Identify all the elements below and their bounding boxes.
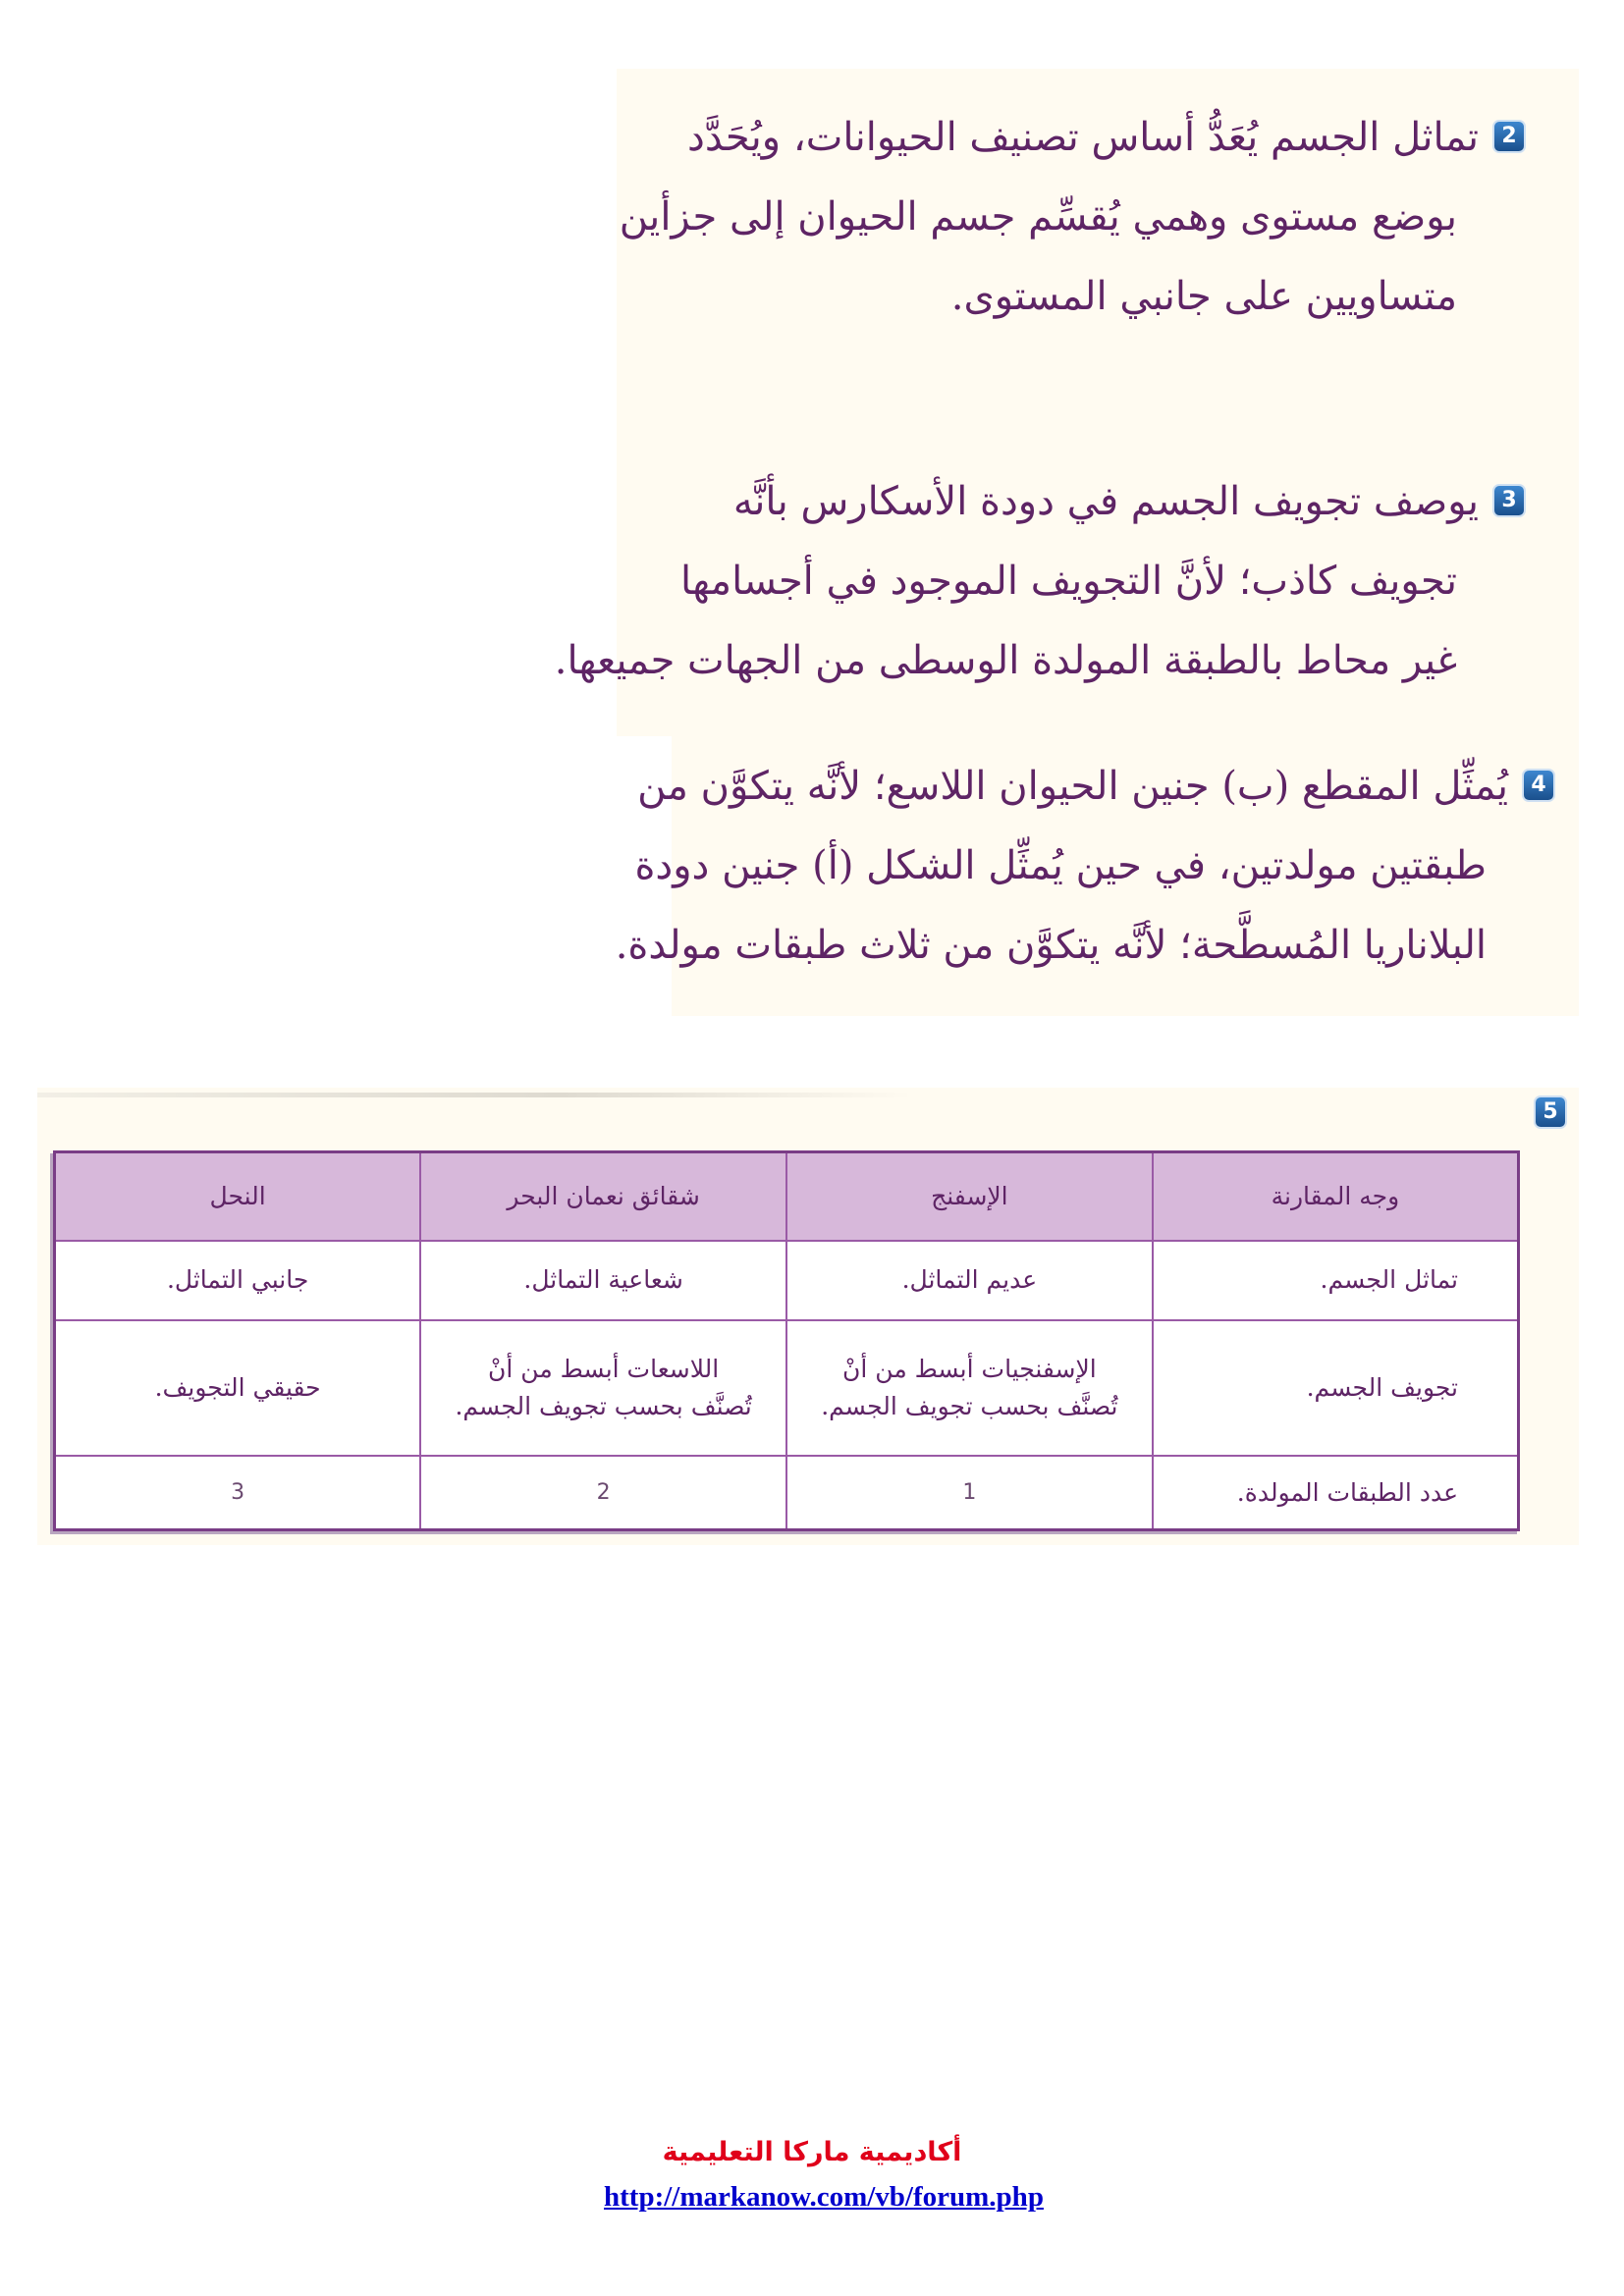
answer-4-line-3: البلاناريا المُسطَّحة؛ لأنَّه يتكوَّن من ثلاث طبقات مولدة. <box>615 923 1487 968</box>
table-row <box>55 1456 1519 1529</box>
table-cell: حقيقي التجويف. <box>55 1320 421 1456</box>
answer-3-line-1: 3يوصف تجويف الجسم في دودة الأسكارس بأنَّه <box>555 462 1524 542</box>
answer-3-line-2: تجويف كاذب؛ لأنَّ التجويف الموجود في أجسامها <box>680 559 1457 604</box>
table-cell: 1 <box>786 1456 1153 1529</box>
header-comparison-aspect: وجه المقارنة <box>1153 1152 1519 1241</box>
table-cell: شعاعية التماثل. <box>420 1241 786 1320</box>
table-cell: تماثل الجسم. <box>1153 1241 1519 1320</box>
cell-line: الإسفنجيات أبسط من أنْ <box>842 1355 1097 1384</box>
cell-line: تُصنَّف بحسب تجويف الجسم. <box>455 1392 752 1421</box>
header-sea-anemone: شقائق نعمان البحر <box>420 1152 786 1241</box>
table-cell <box>420 1320 786 1456</box>
answer-2 <box>620 98 1524 337</box>
answer-3-number-badge: 3 <box>1494 486 1524 515</box>
table-row <box>55 1320 1519 1456</box>
table-header-row <box>55 1152 1519 1241</box>
cell-line: اللاسعات أبسط من أنْ <box>488 1355 720 1384</box>
footer-academy-title: أكاديمية ماركا التعليمية <box>662 2137 962 2167</box>
table-cell: 3 <box>55 1456 421 1529</box>
answer-2-line-1: 2تماثل الجسم يُعَدُّ أساس تصنيف الحيوانات، ويُحَدَّد <box>620 98 1524 178</box>
answer-4-number-badge: 4 <box>1524 771 1553 800</box>
table-cell: تجويف الجسم. <box>1153 1320 1519 1456</box>
table-cell: جانبي التماثل. <box>55 1241 421 1320</box>
table-cell: عديم التماثل. <box>786 1241 1153 1320</box>
answer-2-number-badge: 2 <box>1494 122 1524 151</box>
answer-4-line-2: طبقتين مولدتين، في حين يُمثِّل الشكل (أ) جنين دودة <box>634 843 1487 888</box>
answer-3-line-3: غير محاط بالطبقة المولدة الوسطى من الجهات جميعها. <box>554 638 1457 683</box>
section-divider <box>37 1093 911 1097</box>
table-cell: 2 <box>420 1456 786 1529</box>
header-bee: النحل <box>55 1152 421 1241</box>
question-5-number-badge: 5 <box>1536 1097 1565 1127</box>
answer-3 <box>555 462 1524 701</box>
answer-4-line-1: 4يُمثِّل المقطع (ب) جنين الحيوان اللاسع؛ لأنَّه يتكوَّن من <box>616 747 1553 827</box>
answer-2-line-2: بوضع مستوى وهمي يُقسِّم جسم الحيوان إلى جزأين <box>619 194 1457 240</box>
header-sponge: الإسفنج <box>786 1152 1153 1241</box>
table-cell <box>786 1320 1153 1456</box>
answer-4 <box>616 747 1553 986</box>
table-cell: عدد الطبقات المولدة. <box>1153 1456 1519 1529</box>
footer-forum-link[interactable]: http://markanow.com/vb/forum.php <box>604 2181 1044 2213</box>
cell-line: تُصنَّف بحسب تجويف الجسم. <box>821 1392 1118 1421</box>
table-row <box>55 1241 1519 1320</box>
comparison-table <box>53 1150 1520 1531</box>
answer-2-line-3: متساويين على جانبي المستوى. <box>950 274 1457 319</box>
